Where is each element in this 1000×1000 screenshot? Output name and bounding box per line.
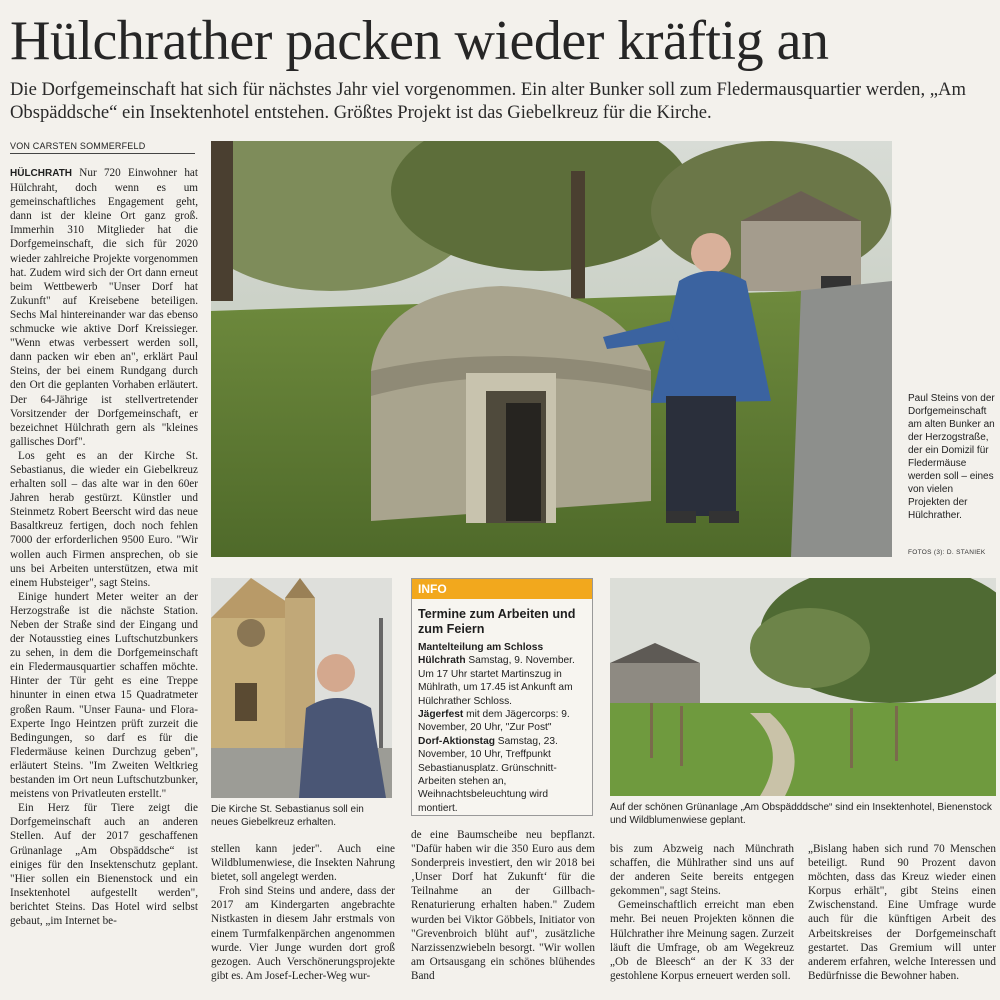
article-paragraph: Froh sind Steins und andere, dass der 2017 am Kindergarten angebrachte Nistkasten in diesem Jahr erstmals von einem Turmfalkenpärchen angenommen wurde. Vier Junge wurden dort groß gezogen. Auch Verschönerungsprojekte gibt es. Am Josef-Lecher-Weg wur- <box>211 885 395 982</box>
article-paragraph: de eine Baumscheibe neu bepflanzt. "Dafür haben wir die 350 Euro aus dem Sonderpreis investiert, den wir 2018 bei ‚Unser Dorf hat Zukunft‘ für die Teilnahme an der Gillbach-Renaturierung erhalten haben." Zudem wurden bei Viktor Göbbels, Initiator von "Grevenbroich blüht auf", zusätzliche Narzissenzwiebeln besorgt. "Wir wollen am Ortsausgang ein schönes blühendes Band <box>411 829 595 982</box>
article-paragraph: Los geht es an der Kirche St. Sebastianus, die wieder ein Giebelkreuz erhalten soll – das alte war in den 60er Jahren herab gestürzt. Künstler und Steinmetz Robert Beerscht wird das neue Basaltkreuz fertigen, doch noch fehlen 7000 der erforderlichen 9500 Euro. "Wir wollen auch Firmen ansprechen, ob sie uns bei Arbeiten unterstützen, etwa mit einem Hubsteiger", sagt Steins. <box>10 449 198 589</box>
article-column-3 <box>411 828 595 1000</box>
event-title: Jägerfest <box>418 709 464 721</box>
article-paragraph: Einige hundert Meter weiter an der Herzogstraße ist die nächste Station. Neben der Straße sind der Eingang und der Notausstieg eines Luftschutzbunkers zu sehen, in dem die Dorfgemeinschaft ein Fledermausquartier schaffen möchte. Hinter der Tür geht es eine Treppe hinunter in einen etwa 15 Quadratmeter großen Raum. "Unser Fauna- und Flora-Experte Ingo Heintzen prüft zurzeit die Bedingungen, so darf es für die Fledermäuse keinen Durchzug geben", erläutert Steins. "Im Zweiten Weltkrieg bestanden im Ort neun Luftschutzbunker, meistens von Privatleuten erstellt." <box>10 590 198 801</box>
church-photo-caption: Die Kirche St. Sebastianus soll ein neues Giebelkreuz erhalten. <box>211 804 364 828</box>
article-paragraph: „Bislang haben sich rund 70 Menschen beteiligt. Rund 90 Prozent davon möchten, dass das Kreuz wieder einen Korpus erhält", gibt Steins einen Zwischenstand. Eine Umfrage wurde auch für die künftigen Arbeit des Arbeitskreises der Dorfgemeinschaft gestartet. Das Gremium will unter anderem erfahren, welche Interessen und Bedürfnisse die Bewohner haben. <box>808 843 996 982</box>
event-title: Mantelteilung am Schloss Hülchrath <box>418 642 544 667</box>
article-paragraph: stellen kann jeder". Auch eine Wildblumenwiese, die Insekten Nahrung bietet, soll angelegt werden. <box>211 843 395 884</box>
info-title: Termine zum Arbeiten und zum Feiern <box>418 607 576 636</box>
article-column-5 <box>808 842 996 1000</box>
event-text: Samstag, 23. November, 10 Uhr, Treffpunkt Sebastianusplatz. Grünschnitt-Arbeiten stehen an, Weihnachtsbeleuchtung wird montiert. <box>418 735 558 814</box>
article-paragraph: Ein Herz für Tiere zeigt die Dorfgemeinschaft auch an anderen Stellen. Auf der 2017 geschaffenen Grünanlage „Am Obspäddsche“ ist einiges für den Insektenschutz geplant. "Hier sollen ein Bienenstock und ein Insektenhotel aufgestellt werden", berichtet Steins. Das Hotel wird selbst gebaut, „im Internet be- <box>10 802 198 927</box>
church-photo <box>211 578 392 798</box>
event-text: Samstag, 9. November. Um 17 Uhr startet Martinszug in Mühlrath, um 17.45 ist Ankunft am Hülchrather Schloss. <box>418 655 575 707</box>
event-title: Dorf-Aktionstag <box>418 735 495 747</box>
event-text: mit dem Jägercorps: 9. November, 20 Uhr, "Zur Post" <box>418 709 570 734</box>
article-paragraph: bis zum Abzweig nach Münchrath schaffen, die Mühlrather sind uns auf der anderen Seite bereits entgegen gekommen", sagt Steins. <box>610 843 794 898</box>
article-text: Nur 720 Einwohner hat Hülchraht, doch wenn es um gemeinschaftliches Engagement geht, dann ist der kleine Ort ganz groß. Immerhin 310 Mitglieder hat die Dorfgemeinschaft, die sich für 2020 wieder zahlreiche Projekte vorgenommen hat. Zudem wird sich der Ort dann erneut beim Wettbewerb "Unser Dorf hat Zukunft" auf Kreisebene beteiligen. Sechs Mal hintereinander war das ebenso schmucke wie aktive Dorf Kreissieger. "Wenn etwas verbessert werden soll, dann packen wir eben an", erklärt Paul Steins, der bei einem Rundgang durch den Ort die geplanten Vorhaben erläutert. Der 64-Jährige ist stellvertretender Vorsitzender der Dorfgemeinschaft, er bezeichnet Hülchrath gern als "kleines gallisches Dorf". <box>10 167 198 448</box>
article-column-4 <box>610 842 794 1000</box>
info-body <box>412 641 592 815</box>
photo-credit: FOTOS (3): D. STANIEK <box>908 549 986 556</box>
article-column-1 <box>10 166 198 1000</box>
article-paragraph: Gemeinschaftlich erreicht man eben mehr. Bei neuen Projekten können die Hülchrather ihre Meinung sagen. Zurzeit läuft die Umfrage, ob am Wegekreuz „Ob de Bleesch“ an der K 33 der gestohlene Korpus erneuert werden soll. <box>610 899 794 982</box>
lead-paragraph: Die Dorfgemeinschaft hat sich für nächstes Jahr viel vorgenommen. Ein alter Bunker soll zum Fledermausquartier werden, „Am Obspäddsche“ ein Insektenhotel entstehen. Größtes Projekt ist das Giebelkreuz für die Kirche. <box>10 79 966 123</box>
main-photo-bunker <box>211 141 892 557</box>
info-tag: INFO <box>412 579 592 599</box>
dateline: HÜLCHRATH <box>10 168 73 179</box>
article-column-2 <box>211 842 395 1000</box>
park-photo <box>610 578 996 796</box>
park-photo-caption: Auf der schönen Grünanlage „Am Obspädddsche“ sind ein Insektenhotel, Bienenstock und Wildblumenwiese geplant. <box>610 802 992 826</box>
byline: VON CARSTEN SOMMERFELD <box>10 141 195 154</box>
article-paragraph <box>10 166 198 449</box>
info-box <box>411 578 593 816</box>
headline: Hülchrather packen wieder kräftig an <box>10 10 829 72</box>
main-photo-caption: Paul Steins von der Dorfgemeinschaft am alten Bunker an der Herzogstraße, der ein Domizil für Fledermäuse werden soll – eines von vielen Projekten der Hülchrather. <box>908 393 995 521</box>
